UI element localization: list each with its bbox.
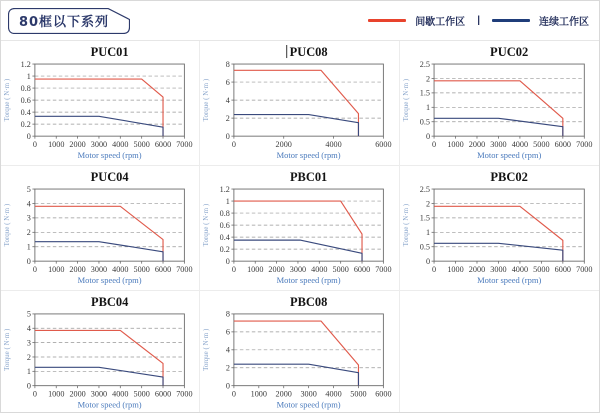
- y-tick-label: 1.5: [419, 88, 430, 98]
- x-tick-label: 0: [32, 140, 37, 150]
- chart-cell-PUC04: [1, 166, 200, 291]
- plot-box: [35, 189, 184, 261]
- intermittent-curve: [234, 70, 359, 136]
- chart-title: PUC02: [489, 45, 528, 60]
- x-tick-label: 4000: [511, 140, 528, 150]
- y-tick-label: 2: [226, 363, 231, 373]
- x-tick-label: 6000: [375, 390, 392, 400]
- x-tick-label: 1000: [48, 140, 65, 150]
- continuous-curve: [434, 243, 563, 261]
- x-tick-label: 3000: [90, 140, 108, 150]
- x-tick-label: 0: [32, 265, 37, 275]
- y-tick-label: 5: [26, 310, 31, 320]
- y-tick-label: 1: [26, 367, 31, 377]
- y-tick-label: 8: [226, 310, 231, 320]
- x-axis-label: Motor speed (rpm): [77, 150, 142, 161]
- y-tick-label: 0: [425, 131, 430, 141]
- x-tick-label: 2000: [69, 140, 86, 150]
- x-tick-label: 3000: [90, 390, 108, 400]
- y-tick-label: 0: [226, 257, 231, 267]
- y-axis-label: Torque ( N·m ): [401, 204, 410, 247]
- plot-box: [35, 314, 184, 386]
- x-tick-label: 4000: [311, 265, 328, 275]
- y-tick-label: 4: [26, 324, 31, 334]
- x-tick-label: 1000: [446, 265, 464, 275]
- y-tick-label: 0.2: [20, 119, 31, 129]
- x-tick-label: 6000: [154, 265, 172, 275]
- x-tick-label: 0: [32, 390, 37, 400]
- empty-cell: [400, 291, 599, 413]
- chart-title: PUC08: [289, 44, 328, 60]
- y-tick-label: 0.8: [20, 83, 31, 93]
- x-tick-label: 4000: [511, 265, 528, 275]
- y-tick-label: 1.2: [220, 185, 231, 195]
- intermittent-legend-label: 间歇工作区: [415, 17, 466, 28]
- y-tick-label: 6: [226, 77, 231, 87]
- y-tick-label: 2: [425, 74, 430, 84]
- x-tick-label: 4000: [112, 140, 129, 150]
- chart-title: PUC04: [90, 170, 129, 185]
- x-tick-label: 5000: [332, 265, 350, 275]
- y-axis-label: Torque ( N·m ): [2, 204, 11, 247]
- x-tick-label: 6000: [154, 140, 172, 150]
- x-tick-label: 0: [232, 390, 237, 400]
- y-axis-label: Torque ( N·m ): [2, 78, 11, 122]
- y-tick-label: 1: [226, 197, 231, 207]
- y-tick-label: 2.5: [419, 185, 430, 195]
- x-tick-label: 1000: [446, 140, 464, 150]
- y-tick-label: 0.5: [419, 242, 430, 252]
- x-tick-label: 7000: [176, 140, 193, 150]
- y-tick-label: 1: [425, 103, 430, 113]
- continuous-curve: [35, 116, 163, 136]
- x-axis-label: Motor speed (rpm): [476, 150, 541, 161]
- chart-title: PBC04: [90, 295, 129, 310]
- chart-cell-PUC08: [200, 41, 399, 166]
- y-axis-label: Torque ( N·m ): [202, 329, 211, 372]
- x-tick-label: 2000: [268, 265, 286, 275]
- y-tick-label: 4: [26, 199, 31, 209]
- x-tick-label: 7000: [176, 265, 193, 275]
- chart-PBC08: [200, 291, 398, 413]
- x-tick-label: 7000: [575, 140, 593, 150]
- x-tick-label: 2000: [69, 390, 86, 400]
- continuous-curve: [234, 365, 359, 387]
- continuous-legend-label: 连续工作区: [539, 17, 589, 28]
- legend-separator: |: [477, 15, 480, 26]
- chart-cell-PBC01: [200, 166, 399, 291]
- x-tick-label: 7000: [575, 265, 593, 275]
- continuous-legend-line: [492, 19, 530, 22]
- y-tick-label: 0: [26, 131, 31, 141]
- chart-PUC01: [1, 41, 199, 165]
- y-axis-label: Torque ( N·m ): [401, 78, 410, 122]
- chart-PUC02: [400, 41, 599, 165]
- x-tick-label: 7000: [176, 390, 193, 400]
- chart-title: PBC08: [290, 295, 328, 310]
- y-tick-label: 1.5: [419, 213, 430, 223]
- continuous-curve: [35, 368, 163, 386]
- intermittent-curve: [434, 207, 563, 262]
- y-axis-label: Torque ( N·m ): [2, 329, 11, 372]
- x-tick-label: 5000: [532, 265, 550, 275]
- chart-title: PBC02: [490, 170, 528, 185]
- x-tick-label: 6000: [375, 140, 392, 150]
- y-tick-label: 0: [226, 381, 231, 391]
- y-tick-label: 4: [226, 95, 231, 105]
- x-tick-label: 2000: [69, 265, 86, 275]
- y-tick-label: 0: [226, 131, 231, 141]
- plot-box: [434, 64, 584, 136]
- y-tick-label: 1: [425, 228, 430, 238]
- y-tick-label: 3: [26, 213, 31, 223]
- chart-grid: [1, 41, 599, 412]
- y-tick-label: 1.2: [20, 59, 31, 69]
- continuous-curve: [35, 242, 163, 261]
- y-tick-label: 2: [26, 353, 31, 363]
- x-tick-label: 4000: [325, 390, 343, 400]
- x-tick-label: 2000: [275, 390, 293, 400]
- x-tick-label: 5000: [133, 140, 150, 150]
- x-tick-label: 5000: [133, 265, 150, 275]
- x-tick-label: 2000: [468, 265, 485, 275]
- chart-PBC02: [400, 166, 599, 290]
- intermittent-curve: [234, 322, 359, 387]
- x-axis-label: Motor speed (rpm): [276, 275, 341, 286]
- y-tick-label: 8: [226, 59, 231, 69]
- x-tick-label: 1000: [247, 265, 264, 275]
- x-tick-label: 1000: [48, 390, 65, 400]
- x-axis-label: Motor speed (rpm): [276, 400, 341, 411]
- x-tick-label: 4000: [112, 390, 129, 400]
- x-tick-label: 0: [232, 140, 237, 150]
- y-tick-label: 0.2: [220, 245, 231, 255]
- continuous-curve: [234, 115, 359, 137]
- y-tick-label: 0.4: [220, 233, 231, 243]
- intermittent-curve: [35, 331, 163, 386]
- x-tick-label: 2000: [275, 140, 293, 150]
- x-axis-label: Motor speed (rpm): [77, 275, 142, 286]
- y-tick-label: 5: [26, 185, 31, 195]
- y-tick-label: 0: [425, 257, 430, 267]
- x-tick-label: 2000: [468, 140, 485, 150]
- y-tick-label: 2: [425, 199, 430, 209]
- y-axis-label: Torque ( N·m ): [202, 204, 211, 247]
- chart-cell-PBC08: [200, 291, 399, 413]
- x-tick-label: 1000: [250, 390, 268, 400]
- intermittent-curve: [35, 79, 163, 136]
- y-tick-label: 4: [226, 345, 231, 355]
- y-tick-label: 2: [26, 228, 31, 238]
- x-tick-label: 4000: [325, 140, 343, 150]
- x-axis-label: Motor speed (rpm): [476, 275, 541, 286]
- continuous-curve: [234, 240, 362, 261]
- page-header: [1, 1, 599, 41]
- y-tick-label: 0.6: [20, 95, 31, 105]
- x-tick-label: 1000: [48, 265, 65, 275]
- series-badge-label: 80框以下系列: [18, 15, 110, 30]
- x-tick-label: 7000: [375, 265, 392, 275]
- x-tick-label: 4000: [112, 265, 129, 275]
- x-tick-label: 5000: [532, 140, 550, 150]
- legend: [368, 13, 589, 28]
- x-tick-label: 3000: [489, 265, 507, 275]
- continuous-curve: [434, 118, 563, 136]
- y-tick-label: 0: [26, 257, 31, 267]
- y-tick-label: 6: [226, 328, 231, 338]
- series-badge: [8, 8, 130, 34]
- x-tick-label: 3000: [290, 265, 307, 275]
- intermittent-legend-line: [368, 19, 406, 22]
- x-tick-label: 0: [232, 265, 237, 275]
- x-tick-label: 6000: [154, 390, 172, 400]
- x-tick-label: 6000: [354, 265, 371, 275]
- y-tick-label: 2.5: [419, 59, 430, 69]
- chart-PBC01: [200, 166, 398, 290]
- y-tick-label: 3: [26, 338, 31, 348]
- chart-PUC08: [200, 41, 398, 165]
- chart-PBC04: [1, 291, 199, 413]
- x-tick-label: 3000: [300, 390, 318, 400]
- x-tick-label: 6000: [554, 265, 571, 275]
- x-tick-label: 6000: [554, 140, 571, 150]
- x-tick-label: 0: [431, 140, 436, 150]
- y-tick-label: 1: [26, 242, 31, 252]
- x-axis-label: Motor speed (rpm): [77, 400, 142, 411]
- chart-title: PUC01: [90, 44, 129, 60]
- y-tick-label: 0.5: [419, 117, 430, 127]
- y-tick-label: 0.4: [20, 107, 31, 117]
- x-tick-label: 0: [431, 265, 436, 275]
- chart-cell-PBC04: [1, 291, 200, 413]
- chart-cell-PUC02: [400, 41, 599, 166]
- y-tick-label: 0: [26, 381, 31, 391]
- y-axis-label: Torque ( N·m ): [202, 78, 211, 122]
- x-tick-label: 3000: [90, 265, 108, 275]
- chart-cell-PUC01: [1, 41, 200, 166]
- y-tick-label: 0.8: [220, 209, 231, 219]
- intermittent-curve: [434, 81, 563, 136]
- y-tick-label: 0.6: [220, 221, 231, 231]
- chart-title: PBC01: [290, 170, 328, 185]
- y-tick-label: 2: [226, 113, 231, 123]
- x-tick-label: 5000: [133, 390, 150, 400]
- x-tick-label: 3000: [489, 140, 507, 150]
- x-tick-label: 5000: [350, 390, 367, 400]
- intermittent-curve: [35, 207, 163, 262]
- intermittent-curve: [234, 201, 362, 261]
- x-axis-label: Motor speed (rpm): [276, 150, 341, 161]
- chart-cell-PBC02: [400, 166, 599, 291]
- chart-PUC04: [1, 166, 199, 290]
- y-tick-label: 1: [26, 71, 31, 81]
